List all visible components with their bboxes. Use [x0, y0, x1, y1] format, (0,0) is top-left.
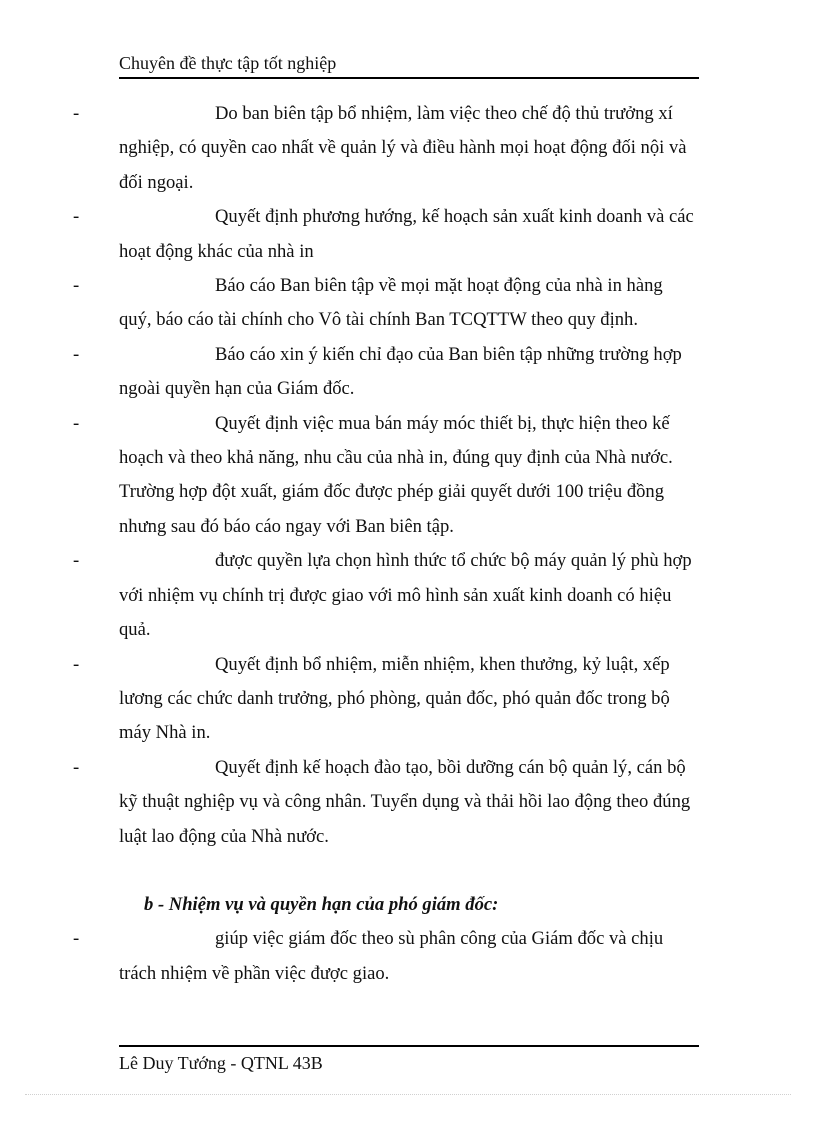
page-footer — [119, 1045, 699, 1076]
page-header — [119, 50, 699, 79]
paragraph-1 — [73, 97, 699, 200]
document-body — [73, 97, 699, 991]
paragraph-4 — [73, 338, 699, 407]
bullet-dash: - — [73, 275, 80, 297]
section-subheading: b - Nhiệm vụ và quyền hạn của phó giám đốc: — [144, 893, 499, 915]
bullet-dash: - — [73, 928, 80, 950]
paragraph-text: Quyết định kế hoạch đào tạo, bồi dưỡng cán bộ quản lý, cán bộ kỹ thuật nghiệp vụ và công nhân. Tuyển dụng và thải hồi lao động theo đúng luật lao động của Nhà nước. — [119, 756, 691, 847]
bullet-dash: - — [73, 756, 80, 778]
paragraph-2 — [73, 200, 699, 269]
bullet-dash: - — [73, 103, 80, 124]
paragraph-6 — [73, 544, 699, 647]
bullet-dash: - — [73, 550, 80, 572]
paragraph-5 — [73, 407, 699, 545]
paragraph-text: Quyết định phương hướng, kế hoạch sản xuất kinh doanh và các hoạt động khác của nhà in — [119, 206, 694, 262]
paragraph-text: Báo cáo Ban biên tập về mọi mặt hoạt động của nhà in hàng quý, báo cáo tài chính cho Vô tài chính Ban TCQTTW theo quy định. — [119, 275, 663, 331]
page-edge-divider — [25, 1094, 791, 1095]
header-title: Chuyên đề thực tập tốt nghiệp — [119, 53, 337, 73]
bullet-dash: - — [73, 412, 80, 434]
bullet-dash: - — [73, 343, 80, 365]
paragraph-3 — [73, 269, 699, 338]
footer-author: Lê Duy Tướng - QTNL 43B — [119, 1053, 323, 1073]
paragraph-text: Báo cáo xin ý kiến chỉ đạo của Ban biên tập những trường hợp ngoài quyền hạn của Giám đốc. — [119, 343, 682, 400]
paragraph-7 — [73, 648, 699, 751]
paragraph-text: Quyết định việc mua bán máy móc thiết bị, thực hiện theo kế hoạch và theo khả năng, nhu cầu của nhà in, đúng quy định của Nhà nước. Trường hợp đột xuất, giám đốc được phép giải quyết dưới 100 triệu đồng nhưng sau đó báo cáo ngay với Ban biên tập. — [119, 412, 673, 537]
paragraph-text: Do ban biên tập bổ nhiệm, làm việc theo chế độ thủ trưởng xí nghiệp, có quyền cao nhất về quản lý và điều hành mọi hoạt động đối nội và đối ngoại. — [119, 103, 687, 193]
bullet-dash: - — [73, 206, 80, 228]
sub-paragraph-1 — [73, 922, 699, 991]
bullet-dash: - — [73, 653, 80, 675]
paragraph-text: được quyền lựa chọn hình thức tổ chức bộ máy quản lý phù hợp với nhiệm vụ chính trị được giao với mô hình sản xuất kinh doanh có hiệu quả. — [119, 550, 692, 641]
paragraph-text: giúp việc giám đốc theo sù phân công của Giám đốc và chịu trách nhiệm về phần việc được giao. — [119, 928, 664, 984]
paragraph-text: Quyết định bổ nhiệm, miễn nhiệm, khen thưởng, kỷ luật, xếp lương các chức danh trưởng, phó phòng, quản đốc, phó quản đốc trong bộ máy Nhà in. — [119, 653, 670, 744]
paragraph-8 — [73, 751, 699, 854]
